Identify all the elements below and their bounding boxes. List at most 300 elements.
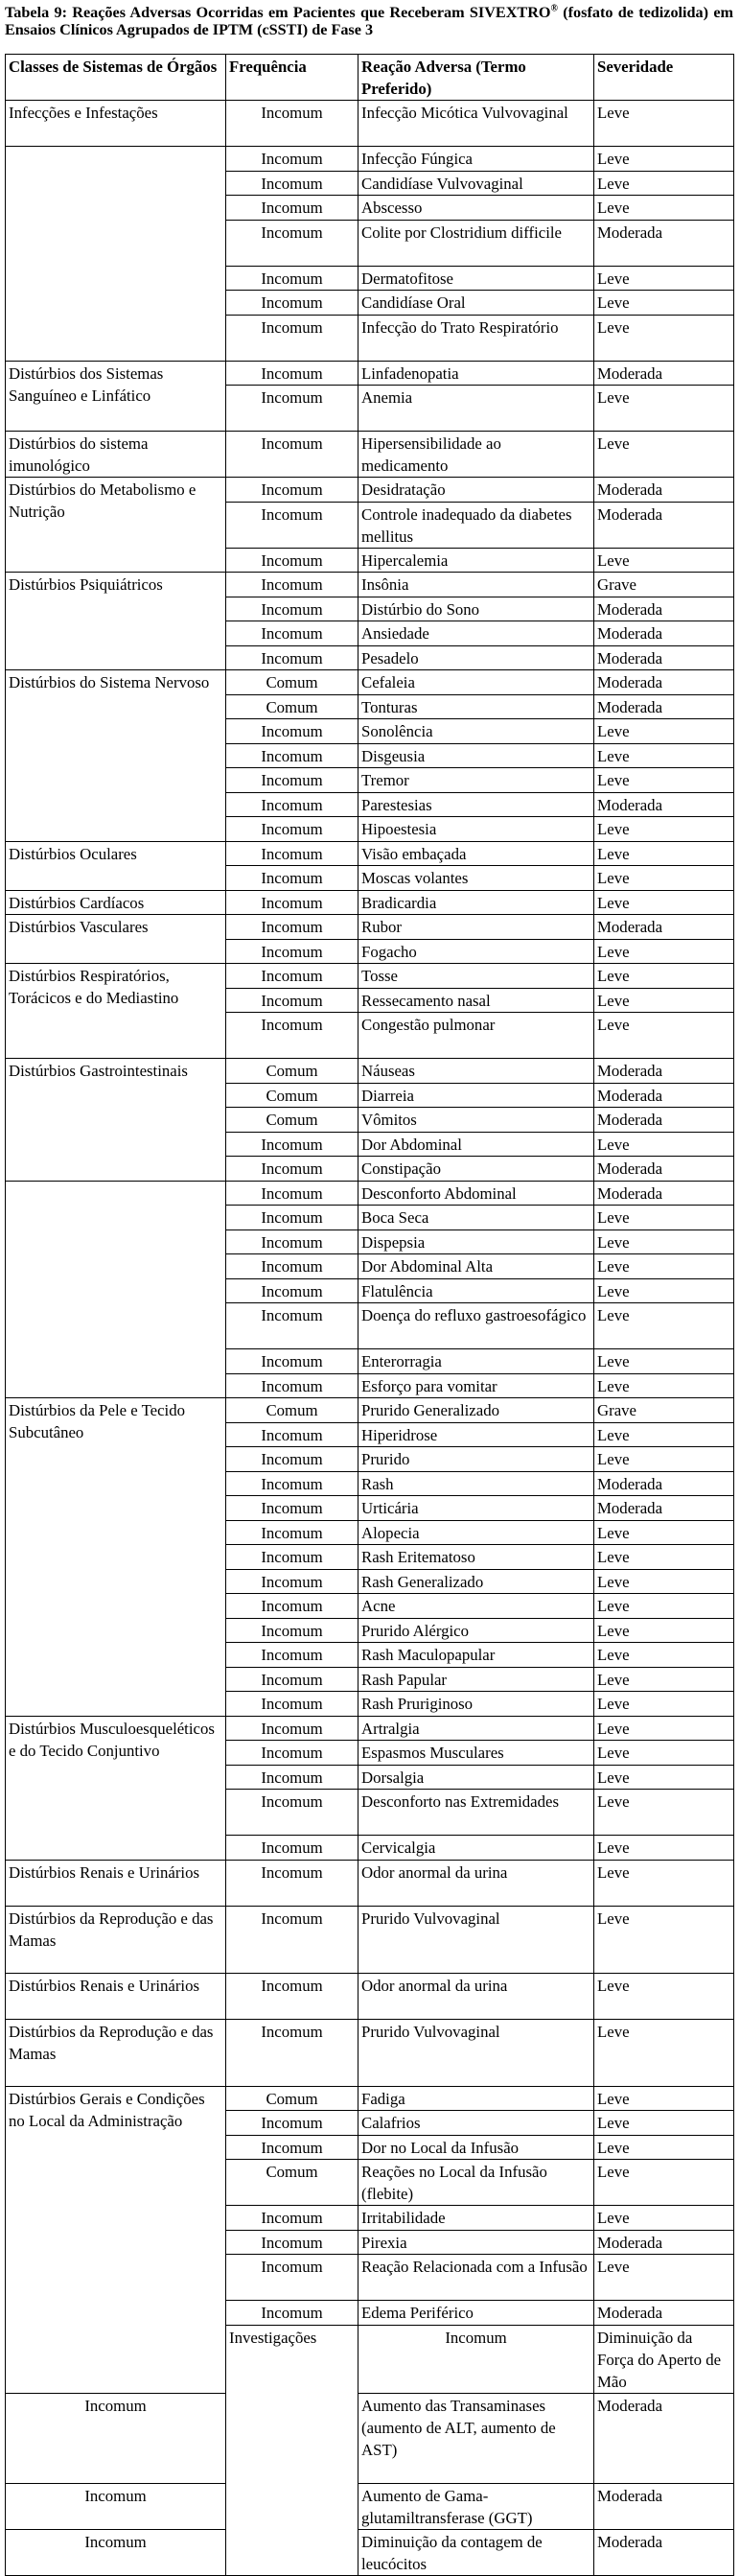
- frequency-cell: Incomum: [226, 1860, 358, 1906]
- reaction-cell: Tosse: [358, 964, 594, 989]
- frequency-cell: Incomum: [226, 1278, 358, 1303]
- reaction-cell: Dor Abdominal Alta: [358, 1254, 594, 1279]
- table-row: [6, 220, 734, 266]
- severity-cell: Leve: [594, 866, 734, 891]
- reaction-cell: Insônia: [358, 573, 594, 597]
- reaction-cell: Candidíase Vulvovaginal: [358, 171, 594, 196]
- table-row: [6, 315, 734, 361]
- severity-cell: Leve: [594, 315, 734, 361]
- severity-cell: Leve: [594, 1545, 734, 1570]
- frequency-cell: Incomum: [6, 2483, 226, 2529]
- organ-class-cell: [6, 171, 226, 196]
- severity-cell: Leve: [594, 266, 734, 291]
- severity-cell: Leve: [594, 1373, 734, 1398]
- severity-cell: Leve: [594, 2255, 734, 2301]
- reaction-cell: Rubor: [358, 915, 594, 940]
- severity-cell: Leve: [594, 1254, 734, 1279]
- severity-cell: Leve: [594, 1013, 734, 1059]
- table-row: [6, 147, 734, 172]
- table-row: [6, 573, 734, 597]
- reaction-cell: Ansiedade: [358, 621, 594, 646]
- frequency-cell: Incomum: [226, 1618, 358, 1643]
- caption-text: Tabela 9: Reações Adversas Ocorridas em Pacientes que Receberam SIVEXTRO: [5, 4, 551, 21]
- frequency-cell: Incomum: [226, 1496, 358, 1521]
- frequency-cell: Incomum: [226, 792, 358, 817]
- severity-cell: Moderada: [594, 2483, 734, 2529]
- reaction-cell: Náuseas: [358, 1059, 594, 1084]
- organ-class-cell: Distúrbios dos Sistemas Sanguíneo e Linfático: [6, 361, 226, 432]
- frequency-cell: Incomum: [226, 386, 358, 432]
- severity-cell: Moderada: [594, 1181, 734, 1206]
- table-row: [6, 1906, 734, 1973]
- reaction-cell: Rash Pruriginoso: [358, 1692, 594, 1717]
- reaction-cell: Rash Eritematoso: [358, 1545, 594, 1570]
- frequency-cell: Incomum: [226, 1765, 358, 1790]
- severity-cell: Moderada: [594, 1496, 734, 1521]
- organ-class-cell: Distúrbios Cardíacos: [6, 890, 226, 915]
- frequency-cell: Incomum: [226, 719, 358, 744]
- severity-cell: Moderada: [594, 1108, 734, 1133]
- table-row: [6, 478, 734, 503]
- reaction-cell: Dor Abdominal: [358, 1132, 594, 1157]
- frequency-cell: Incomum: [226, 1973, 358, 2019]
- severity-cell: Moderada: [594, 915, 734, 940]
- reaction-cell: Dor no Local da Infusão: [358, 2135, 594, 2160]
- reaction-cell: Dispepsia: [358, 1229, 594, 1254]
- reaction-cell: Doença do refluxo gastroesofágico: [358, 1303, 594, 1349]
- reaction-cell: Esforço para vomitar: [358, 1373, 594, 1398]
- reaction-cell: Abscesso: [358, 196, 594, 221]
- organ-class-cell: Distúrbios da Reprodução e das Mamas: [6, 1906, 226, 1973]
- severity-cell: Leve: [594, 964, 734, 989]
- frequency-cell: Incomum: [6, 2529, 226, 2575]
- severity-cell: Grave: [594, 573, 734, 597]
- table-row: [6, 1303, 734, 1349]
- reaction-cell: Prurido Vulvovaginal: [358, 2019, 594, 2086]
- organ-class-cell: Distúrbios da Reprodução e das Mamas: [6, 2019, 226, 2086]
- frequency-cell: Incomum: [226, 817, 358, 842]
- frequency-cell: Incomum: [226, 890, 358, 915]
- severity-cell: Moderada: [594, 694, 734, 719]
- frequency-cell: Incomum: [226, 1716, 358, 1741]
- reaction-cell: Fogacho: [358, 939, 594, 964]
- reaction-cell: Calafrios: [358, 2111, 594, 2136]
- organ-class-cell: Distúrbios Renais e Urinários: [6, 1860, 226, 1906]
- reaction-cell: Diminuição da Força do Aperto de Mão: [594, 2325, 734, 2393]
- frequency-cell: Incomum: [226, 220, 358, 266]
- organ-class-cell: Distúrbios Oculares: [6, 841, 226, 890]
- severity-cell: Leve: [594, 1765, 734, 1790]
- severity-cell: Leve: [594, 1692, 734, 1717]
- organ-class-cell: Distúrbios Musculoesqueléticos e do Tecido Conjuntivo: [6, 1716, 226, 1860]
- reaction-cell: Prurido Generalizado: [358, 1398, 594, 1423]
- severity-cell: Moderada: [594, 1059, 734, 1084]
- frequency-cell: Incomum: [226, 1667, 358, 1692]
- severity-cell: Leve: [594, 291, 734, 316]
- reaction-cell: Rash Generalizado: [358, 1569, 594, 1594]
- organ-class-cell: [6, 1181, 226, 1206]
- reaction-cell: Rash Papular: [358, 1667, 594, 1692]
- frequency-cell: Comum: [226, 670, 358, 695]
- frequency-cell: Incomum: [226, 2135, 358, 2160]
- severity-cell: Moderada: [594, 1083, 734, 1108]
- organ-class-cell: [6, 1303, 226, 1349]
- frequency-cell: Incomum: [226, 915, 358, 940]
- table-row: [6, 196, 734, 221]
- table-row: [6, 1860, 734, 1906]
- severity-cell: Leve: [594, 1206, 734, 1230]
- table-row: [6, 1181, 734, 1206]
- reaction-cell: Boca Seca: [358, 1206, 594, 1230]
- frequency-cell: Incomum: [226, 315, 358, 361]
- severity-cell: Leve: [594, 2111, 734, 2136]
- severity-cell: Leve: [594, 1303, 734, 1349]
- organ-class-cell: [6, 1373, 226, 1398]
- severity-cell: Moderada: [594, 670, 734, 695]
- frequency-cell: Incomum: [226, 1692, 358, 1717]
- table-row: [6, 2529, 734, 2575]
- table-body: [6, 55, 734, 2576]
- frequency-cell: Incomum: [226, 196, 358, 221]
- reaction-cell: Diarreia: [358, 1083, 594, 1108]
- table-row: [6, 432, 734, 478]
- reaction-cell: Diminuição da contagem de leucócitos: [358, 2529, 594, 2575]
- organ-class-cell: [6, 1278, 226, 1303]
- reaction-cell: Desconforto Abdominal: [358, 1181, 594, 1206]
- reaction-cell: Edema Periférico: [358, 2301, 594, 2326]
- severity-cell: Leve: [594, 548, 734, 573]
- severity-cell: Moderada: [594, 792, 734, 817]
- reaction-cell: Aumento das Transaminases (aumento de ALT, aumento de AST): [358, 2393, 594, 2483]
- frequency-cell: Incomum: [226, 361, 358, 386]
- header-cell: Classes de Sistemas de Órgãos: [6, 55, 226, 101]
- frequency-cell: Incomum: [226, 2230, 358, 2255]
- table-row: [6, 1373, 734, 1398]
- organ-class-cell: [6, 196, 226, 221]
- reaction-cell: Vômitos: [358, 1108, 594, 1133]
- reaction-cell: Aumento de Gama-glutamiltransferase (GGT): [358, 2483, 594, 2529]
- severity-cell: Moderada: [594, 361, 734, 386]
- severity-cell: Leve: [594, 890, 734, 915]
- reaction-cell: Dermatofitose: [358, 266, 594, 291]
- organ-class-cell: [6, 147, 226, 172]
- frequency-cell: Incomum: [226, 1181, 358, 1206]
- frequency-cell: Incomum: [226, 2301, 358, 2326]
- organ-class-cell: [6, 1206, 226, 1230]
- severity-cell: Leve: [594, 432, 734, 478]
- severity-cell: Leve: [594, 2160, 734, 2206]
- frequency-cell: Incomum: [226, 939, 358, 964]
- severity-cell: Leve: [594, 817, 734, 842]
- reaction-cell: Disgeusia: [358, 743, 594, 768]
- severity-cell: Leve: [594, 2206, 734, 2231]
- severity-cell: Leve: [594, 1132, 734, 1157]
- severity-cell: Moderada: [594, 645, 734, 670]
- severity-cell: Leve: [594, 1278, 734, 1303]
- frequency-cell: Incomum: [226, 1545, 358, 1570]
- frequency-cell: Incomum: [226, 1422, 358, 1447]
- organ-class-cell: Distúrbios Respiratórios, Torácicos e do Mediastino: [6, 964, 226, 1059]
- table-row: [6, 361, 734, 386]
- frequency-cell: Incomum: [226, 573, 358, 597]
- organ-class-cell: Distúrbios da Pele e Tecido Subcutâneo: [6, 1398, 226, 1717]
- reaction-cell: Controle inadequado da diabetes mellitus: [358, 502, 594, 548]
- reaction-cell: Tremor: [358, 768, 594, 793]
- severity-cell: Grave: [594, 1398, 734, 1423]
- frequency-cell: Incomum: [226, 2111, 358, 2136]
- reaction-cell: Odor anormal da urina: [358, 1860, 594, 1906]
- reaction-cell: Dorsalgia: [358, 1765, 594, 1790]
- reaction-cell: Colite por Clostridium difficile: [358, 220, 594, 266]
- frequency-cell: Incomum: [226, 432, 358, 478]
- reaction-cell: Congestão pulmonar: [358, 1013, 594, 1059]
- organ-class-cell: [6, 1254, 226, 1279]
- table-caption: [5, 4, 733, 54]
- frequency-cell: Incomum: [226, 1013, 358, 1059]
- frequency-cell: Incomum: [226, 964, 358, 989]
- severity-cell: Leve: [594, 1906, 734, 1973]
- frequency-cell: Incomum: [226, 1373, 358, 1398]
- severity-cell: Leve: [594, 768, 734, 793]
- table-row: [6, 1973, 734, 2019]
- document-page: [5, 4, 733, 2573]
- severity-cell: Leve: [594, 743, 734, 768]
- table-row: [6, 841, 734, 866]
- table-row: [6, 2483, 734, 2529]
- organ-class-cell: Distúrbios do sistema imunológico: [6, 432, 226, 478]
- organ-class-cell: [6, 1349, 226, 1374]
- severity-cell: Leve: [594, 1836, 734, 1861]
- reaction-cell: Parestesias: [358, 792, 594, 817]
- frequency-cell: Incomum: [226, 621, 358, 646]
- caption-text-2: (fosfato de tedizolida) em Ensaios Clínicos Agrupados de IPTM (cSSTI) de Fase 3: [5, 4, 733, 38]
- severity-cell: Leve: [594, 719, 734, 744]
- frequency-cell: Comum: [226, 694, 358, 719]
- reaction-cell: Ressecamento nasal: [358, 988, 594, 1013]
- reaction-cell: Rash: [358, 1471, 594, 1496]
- organ-class-cell: Distúrbios do Metabolismo e Nutrição: [6, 478, 226, 573]
- severity-cell: Moderada: [594, 621, 734, 646]
- severity-cell: Leve: [594, 1447, 734, 1472]
- reaction-cell: Hiperidrose: [358, 1422, 594, 1447]
- severity-cell: Leve: [594, 1667, 734, 1692]
- severity-cell: Moderada: [594, 478, 734, 503]
- frequency-cell: Incomum: [226, 1906, 358, 1973]
- header-cell: Reação Adversa (Termo Preferido): [358, 55, 594, 101]
- table-row: [6, 2019, 734, 2086]
- frequency-cell: Incomum: [226, 841, 358, 866]
- severity-cell: Leve: [594, 386, 734, 432]
- frequency-cell: Incomum: [226, 502, 358, 548]
- reaction-cell: Infecção do Trato Respiratório: [358, 315, 594, 361]
- frequency-cell: Incomum: [226, 1520, 358, 1545]
- frequency-cell: Comum: [226, 1083, 358, 1108]
- table-row: [6, 1278, 734, 1303]
- reaction-cell: Anemia: [358, 386, 594, 432]
- frequency-cell: Incomum: [226, 2206, 358, 2231]
- organ-class-cell: [6, 220, 226, 266]
- reaction-cell: Odor anormal da urina: [358, 1973, 594, 2019]
- reaction-cell: Prurido Vulvovaginal: [358, 1906, 594, 1973]
- table-row: [6, 171, 734, 196]
- severity-cell: Leve: [594, 841, 734, 866]
- frequency-cell: Incomum: [226, 866, 358, 891]
- organ-class-cell: Distúrbios Psiquiátricos: [6, 573, 226, 670]
- frequency-cell: Incomum: [226, 1447, 358, 1472]
- reaction-cell: Enterorragia: [358, 1349, 594, 1374]
- frequency-cell: Incomum: [226, 2019, 358, 2086]
- frequency-cell: Incomum: [226, 1132, 358, 1157]
- reaction-cell: Urticária: [358, 1496, 594, 1521]
- table-row: [6, 1716, 734, 1741]
- table-row: [6, 1206, 734, 1230]
- frequency-cell: Incomum: [226, 266, 358, 291]
- frequency-cell: Incomum: [226, 1594, 358, 1619]
- reaction-cell: Reação Relacionada com a Infusão: [358, 2255, 594, 2301]
- reaction-cell: Alopecia: [358, 1520, 594, 1545]
- reaction-cell: Visão embaçada: [358, 841, 594, 866]
- table-row: [6, 964, 734, 989]
- reaction-cell: Hipersensibilidade ao medicamento: [358, 432, 594, 478]
- severity-cell: Leve: [594, 1973, 734, 2019]
- frequency-cell: Incomum: [226, 645, 358, 670]
- organ-class-cell: [6, 291, 226, 316]
- severity-cell: Leve: [594, 171, 734, 196]
- organ-class-cell: Distúrbios Gastrointestinais: [6, 1059, 226, 1182]
- adverse-reactions-table: [5, 54, 734, 2576]
- organ-class-cell: Distúrbios Renais e Urinários: [6, 1973, 226, 2019]
- reaction-cell: Distúrbio do Sono: [358, 597, 594, 621]
- organ-class-cell: [6, 315, 226, 361]
- reaction-cell: Pirexia: [358, 2230, 594, 2255]
- frequency-cell: Incomum: [226, 1254, 358, 1279]
- frequency-cell: Incomum: [226, 768, 358, 793]
- frequency-cell: Incomum: [226, 1349, 358, 1374]
- reaction-cell: Linfadenopatia: [358, 361, 594, 386]
- frequency-cell: Incomum: [226, 1790, 358, 1836]
- reaction-cell: Acne: [358, 1594, 594, 1619]
- table-row: [6, 1349, 734, 1374]
- severity-cell: Leve: [594, 1643, 734, 1668]
- reaction-cell: Irritabilidade: [358, 2206, 594, 2231]
- reaction-cell: Constipação: [358, 1157, 594, 1182]
- table-row: [6, 266, 734, 291]
- severity-cell: Leve: [594, 1569, 734, 1594]
- frequency-cell: Incomum: [226, 1303, 358, 1349]
- severity-cell: Leve: [594, 1716, 734, 1741]
- table-row: [6, 670, 734, 695]
- frequency-cell: Incomum: [6, 2393, 226, 2483]
- severity-cell: Leve: [594, 1741, 734, 1766]
- severity-cell: Leve: [594, 1860, 734, 1906]
- frequency-cell: Comum: [226, 1398, 358, 1423]
- reaction-cell: Flatulência: [358, 1278, 594, 1303]
- reaction-cell: Prurido Alérgico: [358, 1618, 594, 1643]
- table-row: [6, 2086, 734, 2111]
- reaction-cell: Espasmos Musculares: [358, 1741, 594, 1766]
- frequency-cell: Incomum: [226, 1206, 358, 1230]
- severity-cell: Leve: [594, 1520, 734, 1545]
- severity-cell: Leve: [594, 2086, 734, 2111]
- reaction-cell: Candidíase Oral: [358, 291, 594, 316]
- frequency-cell: Incomum: [358, 2325, 594, 2393]
- severity-cell: Leve: [594, 2019, 734, 2086]
- frequency-cell: Incomum: [226, 291, 358, 316]
- severity-cell: Leve: [594, 1422, 734, 1447]
- reaction-cell: Cefaleia: [358, 670, 594, 695]
- reaction-cell: Tonturas: [358, 694, 594, 719]
- organ-class-cell: Investigações: [226, 2325, 358, 2575]
- reaction-cell: Prurido: [358, 1447, 594, 1472]
- severity-cell: Leve: [594, 988, 734, 1013]
- table-row: [6, 915, 734, 940]
- frequency-cell: Incomum: [226, 2255, 358, 2301]
- severity-cell: Leve: [594, 1594, 734, 1619]
- reaction-cell: Moscas volantes: [358, 866, 594, 891]
- table-row: [6, 1398, 734, 1423]
- severity-cell: Leve: [594, 147, 734, 172]
- organ-class-cell: Distúrbios Vasculares: [6, 915, 226, 964]
- severity-cell: Leve: [594, 1229, 734, 1254]
- table-row: [6, 1254, 734, 1279]
- frequency-cell: Incomum: [226, 147, 358, 172]
- frequency-cell: Incomum: [226, 1471, 358, 1496]
- severity-cell: Moderada: [594, 1157, 734, 1182]
- severity-cell: Leve: [594, 196, 734, 221]
- frequency-cell: Incomum: [226, 1643, 358, 1668]
- frequency-cell: Incomum: [226, 597, 358, 621]
- frequency-cell: Incomum: [226, 478, 358, 503]
- frequency-cell: Comum: [226, 1059, 358, 1084]
- severity-cell: Moderada: [594, 2393, 734, 2483]
- organ-class-cell: [6, 266, 226, 291]
- reaction-cell: Rash Maculopapular: [358, 1643, 594, 1668]
- reaction-cell: Bradicardia: [358, 890, 594, 915]
- reaction-cell: Cervicalgia: [358, 1836, 594, 1861]
- organ-class-cell: Distúrbios Gerais e Condições no Local da Administração: [6, 2086, 226, 2393]
- frequency-cell: Incomum: [226, 1229, 358, 1254]
- severity-cell: Moderada: [594, 1471, 734, 1496]
- severity-cell: Leve: [594, 1349, 734, 1374]
- frequency-cell: Incomum: [226, 1157, 358, 1182]
- frequency-cell: Incomum: [226, 1836, 358, 1861]
- frequency-cell: Comum: [226, 1108, 358, 1133]
- table-row: [6, 291, 734, 316]
- reaction-cell: Fadiga: [358, 2086, 594, 2111]
- header-cell: Severidade: [594, 55, 734, 101]
- severity-cell: Moderada: [594, 2301, 734, 2326]
- organ-class-cell: [6, 1229, 226, 1254]
- frequency-cell: Incomum: [226, 101, 358, 147]
- severity-cell: Moderada: [594, 502, 734, 548]
- reaction-cell: Infecção Micótica Vulvovaginal: [358, 101, 594, 147]
- organ-class-cell: Infecções e Infestações: [6, 101, 226, 147]
- reaction-cell: Artralgia: [358, 1716, 594, 1741]
- reaction-cell: Desidratação: [358, 478, 594, 503]
- registered-mark: ®: [550, 4, 558, 14]
- table-row: [6, 1059, 734, 1084]
- severity-cell: Leve: [594, 1618, 734, 1643]
- frequency-cell: Incomum: [226, 548, 358, 573]
- severity-cell: Leve: [594, 2135, 734, 2160]
- reaction-cell: Desconforto nas Extremidades: [358, 1790, 594, 1836]
- reaction-cell: Hipercalemia: [358, 548, 594, 573]
- severity-cell: Leve: [594, 1790, 734, 1836]
- frequency-cell: Incomum: [226, 1569, 358, 1594]
- organ-class-cell: Distúrbios do Sistema Nervoso: [6, 670, 226, 842]
- reaction-cell: Reações no Local da Infusão (flebite): [358, 2160, 594, 2206]
- frequency-cell: Comum: [226, 2086, 358, 2111]
